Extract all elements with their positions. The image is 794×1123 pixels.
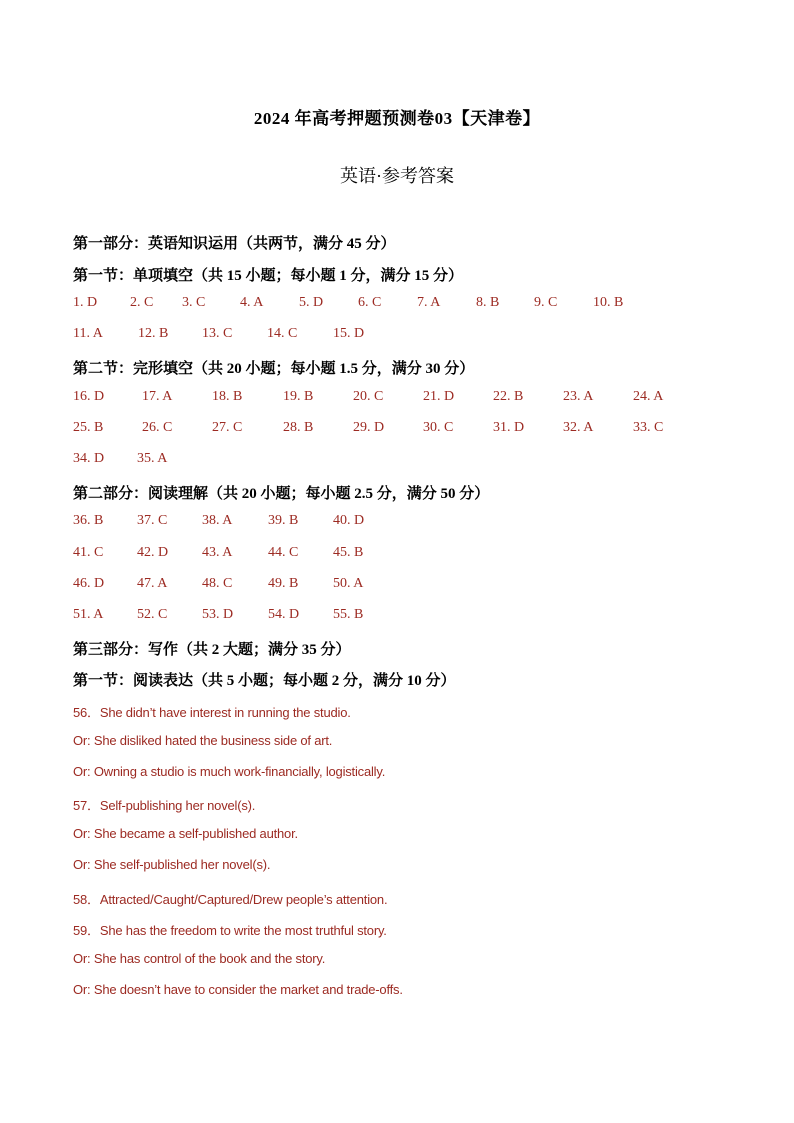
answer-item: 16. D <box>73 389 105 404</box>
answer-item: 19. B <box>283 389 314 404</box>
answer-item: 52. C <box>137 607 168 622</box>
answer-item: 18. B <box>212 389 243 404</box>
answer-item: 41. C <box>73 545 104 560</box>
answer-item: 54. D <box>268 607 300 622</box>
answer-item: 24. A <box>633 389 664 404</box>
section-heading-writing: 第三部分：写作（共 2 大题；满分 35 分） <box>73 642 351 658</box>
answer-item: 6. C <box>358 295 382 310</box>
answer-item: 47. A <box>137 576 168 591</box>
answer-item: 36. B <box>73 513 104 528</box>
answer-item: 22. B <box>493 389 524 404</box>
answer-item: 30. C <box>423 420 454 435</box>
answer-item: 11. A <box>73 326 103 341</box>
answer-text-56-alt: Or: She disliked hated the business side of art. <box>73 733 333 748</box>
answer-item: 12. B <box>138 326 169 341</box>
answer-item: 9. C <box>534 295 558 310</box>
answer-item: 46. D <box>73 576 105 591</box>
section-heading-cloze: 第二节：完形填空（共 20 小题；每小题 1.5 分，满分 30 分） <box>73 361 475 377</box>
answer-item: 20. C <box>353 389 384 404</box>
answer-item: 49. B <box>268 576 299 591</box>
page-title: 2024 年高考押题预测卷03【天津卷】 <box>253 109 541 128</box>
answer-text-57-alt: Or: She became a self-published author. <box>73 826 298 841</box>
answer-item: 55. B <box>333 607 364 622</box>
answer-item: 51. A <box>73 607 104 622</box>
answer-item: 40. D <box>333 513 365 528</box>
answer-item: 26. C <box>142 420 173 435</box>
answer-item: 31. D <box>493 420 525 435</box>
answer-item: 8. B <box>476 295 500 310</box>
answer-item: 5. D <box>299 295 324 310</box>
answer-item: 35. A <box>137 451 168 466</box>
section-heading-single-choice: 第一节：单项填空（共 15 小题；每小题 1 分，满分 15 分） <box>73 268 464 284</box>
answer-item: 33. C <box>633 420 664 435</box>
answer-text-56-alt: Or: Owning a studio is much work-financially, logistically. <box>73 764 386 779</box>
answer-text-57-alt: Or: She self-published her novel(s). <box>73 857 271 872</box>
answer-item: 37. C <box>137 513 168 528</box>
section-heading-reading: 第二部分：阅读理解（共 20 小题；每小题 2.5 分，满分 50 分） <box>73 486 490 502</box>
answer-item: 23. A <box>563 389 594 404</box>
answer-item: 27. C <box>212 420 243 435</box>
answer-item: 44. C <box>268 545 299 560</box>
answer-item: 53. D <box>202 607 234 622</box>
answer-text-56: 56．She didn’t have interest in running the studio. <box>73 705 351 720</box>
answer-item: 25. B <box>73 420 104 435</box>
answer-item: 21. D <box>423 389 455 404</box>
answer-item: 43. A <box>202 545 233 560</box>
answer-item: 14. C <box>267 326 298 341</box>
answer-item: 32. A <box>563 420 594 435</box>
answer-item: 45. B <box>333 545 364 560</box>
answer-item: 39. B <box>268 513 299 528</box>
answer-text-59-alt: Or: She has control of the book and the story. <box>73 951 326 966</box>
answer-text-59: 59．She has the freedom to write the most truthful story. <box>73 923 387 938</box>
answer-text-59-alt: Or: She doesn’t have to consider the market and trade-offs. <box>73 982 403 997</box>
answer-text-57: 57．Self-publishing her novel(s). <box>73 798 256 813</box>
answer-item: 48. C <box>202 576 233 591</box>
answer-item: 1. D <box>73 295 98 310</box>
answer-item: 2. C <box>130 295 154 310</box>
answer-item: 50. A <box>333 576 364 591</box>
answer-item: 3. C <box>182 295 206 310</box>
answer-item: 38. A <box>202 513 233 528</box>
answer-item: 15. D <box>333 326 365 341</box>
answer-item: 13. C <box>202 326 233 341</box>
answer-item: 42. D <box>137 545 169 560</box>
page-subtitle: 英语·参考答案 <box>340 166 454 186</box>
answer-item: 17. A <box>142 389 173 404</box>
section-heading-reading-expression: 第一节：阅读表达（共 5 小题；每小题 2 分，满分 10 分） <box>73 673 456 689</box>
answer-item: 10. B <box>593 295 624 310</box>
section-heading-part1: 第一部分：英语知识运用（共两节，满分 45 分） <box>73 236 396 252</box>
answer-item: 7. A <box>417 295 441 310</box>
answer-item: 34. D <box>73 451 105 466</box>
answer-item: 4. A <box>240 295 264 310</box>
answer-item: 28. B <box>283 420 314 435</box>
answer-item: 29. D <box>353 420 385 435</box>
answer-text-58: 58．Attracted/Caught/Captured/Drew people’s attention. <box>73 892 388 907</box>
